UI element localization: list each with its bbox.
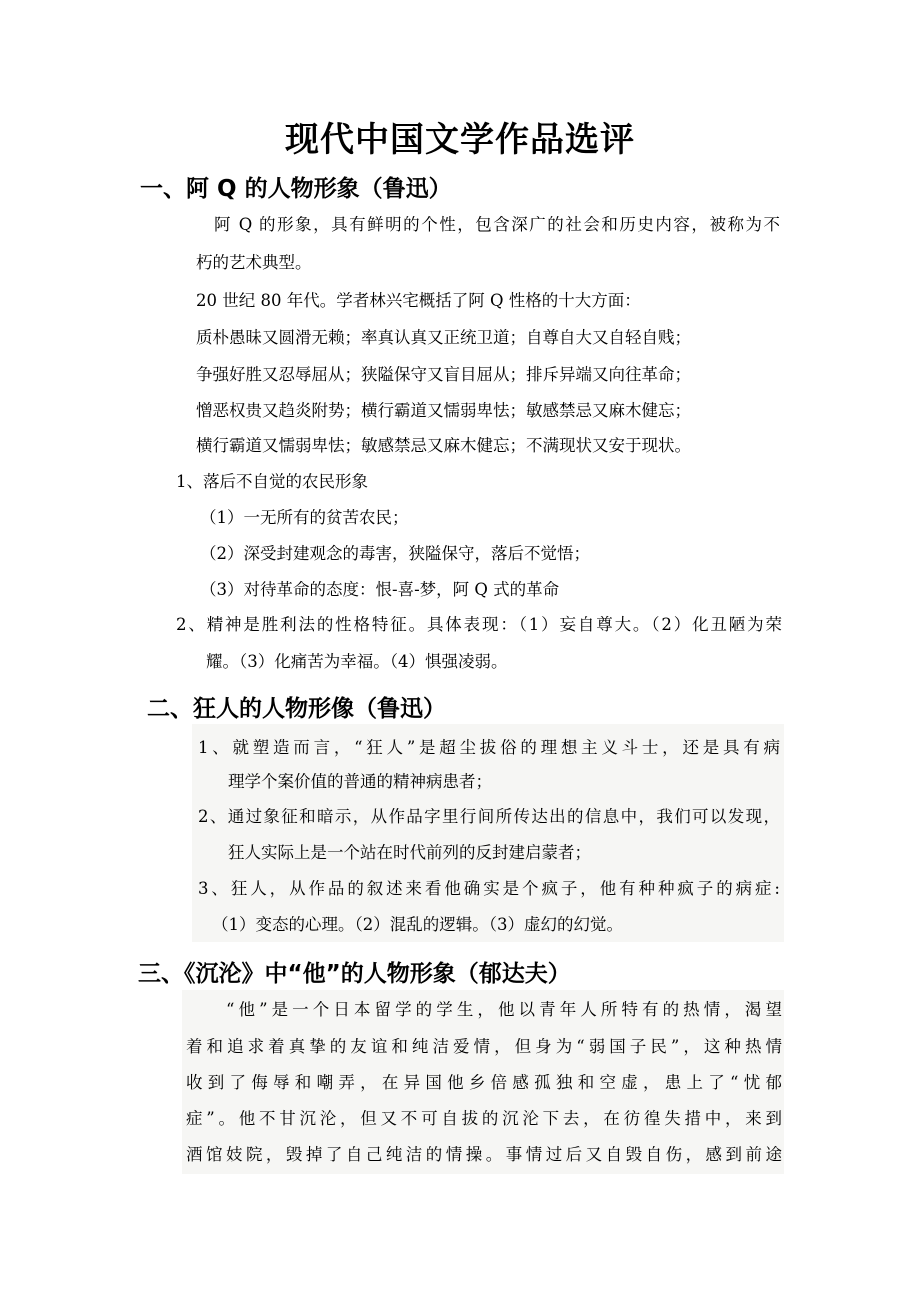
s2-point-1-line-2: 理学个案价值的普通的精神病患者； bbox=[228, 772, 492, 791]
s3-paragraph-line: 收到了侮辱和嘲弄，在异国他乡倍感孤独和空虚，患上了“忧郁 bbox=[186, 1073, 782, 1092]
section-3-heading: 三、《沉沦》中“他”的人物形象（郁达夫） bbox=[138, 961, 571, 987]
s2-point-3-line-2: （1）变态的心理。（2）混乱的逻辑。（3）虚幻的幻觉。 bbox=[212, 915, 623, 934]
s1-trait-line: 横行霸道又懦弱卑怯；敏感禁忌又麻木健忘；不满现状又安于现状。 bbox=[196, 436, 691, 455]
section-1-heading: 一、阿 Q 的人物形象（鲁迅） bbox=[140, 176, 452, 202]
s1-point-1-item: （2）深受封建观念的毒害，狭隘保守，落后不觉悟； bbox=[200, 544, 590, 563]
s1-summary: 20 世纪 80 年代。学者林兴宅概括了阿 Q 性格的十大方面： bbox=[196, 291, 641, 310]
s1-trait-line: 憎恶权贵又趋炎附势；横行霸道又懦弱卑怯；敏感禁忌又麻木健忘； bbox=[196, 401, 691, 420]
s1-point-2-line-2: 耀。（3）化痛苦为幸福。（4）惧强凌弱。 bbox=[206, 652, 508, 671]
s2-point-2-line-2: 狂人实际上是一个站在时代前列的反封建启蒙者； bbox=[228, 843, 591, 862]
s3-paragraph-line: “他”是一个日本留学的学生，他以青年人所特有的热情，渴望 bbox=[226, 1000, 782, 1019]
s1-intro-line-1: 阿 Q 的形象，具有鲜明的个性，包含深广的社会和历史内容，被称为不 bbox=[214, 215, 780, 234]
s1-trait-line: 质朴愚昧又圆滑无赖；率真认真又正统卫道；自尊自大又自轻自贱； bbox=[196, 328, 691, 347]
s1-point-1: 1、落后不自觉的农民形象 bbox=[176, 472, 368, 491]
s2-point-3-line-1: 3、狂人，从作品的叙述来看他确实是个疯子，他有种种疯子的病症: bbox=[198, 879, 780, 898]
s1-trait-line: 争强好胜又忍辱屈从；狭隘保守又盲目屈从；排斥异端又向往革命； bbox=[196, 365, 691, 384]
s1-point-1-item: （1）一无所有的贫苦农民； bbox=[200, 508, 409, 527]
s1-intro-line-2: 朽的艺术典型。 bbox=[196, 253, 312, 272]
s3-paragraph-line: 症”。他不甘沉沦，但又不可自拔的沉沦下去，在彷徨失措中，来到 bbox=[186, 1109, 782, 1128]
s1-point-2-line-1: 2、精神是胜利法的性格特征。具体表现：（1）妄自尊大。（2）化丑陋为荣 bbox=[176, 615, 782, 634]
s3-paragraph-line: 着和追求着真挚的友谊和纯洁爱情，但身为“弱国子民”，这种热情 bbox=[186, 1037, 782, 1056]
page-title: 现代中国文学作品选评 bbox=[285, 120, 635, 160]
s3-paragraph-line: 酒馆妓院，毁掉了自己纯洁的情操。事情过后又自毁自伤，感到前途 bbox=[186, 1145, 782, 1164]
s2-point-1-line-1: 1、就塑造而言，“狂人”是超尘拔俗的理想主义斗士，还是具有病 bbox=[198, 738, 780, 757]
s2-point-2-line-1: 2、通过象征和暗示，从作品字里行间所传达出的信息中，我们可以发现， bbox=[198, 807, 780, 826]
s1-point-1-item: （3）对待革命的态度：恨-喜-梦，阿 Q 式的革命 bbox=[200, 580, 560, 599]
section-2-heading: 二、狂人的人物形像（鲁迅） bbox=[147, 696, 446, 722]
